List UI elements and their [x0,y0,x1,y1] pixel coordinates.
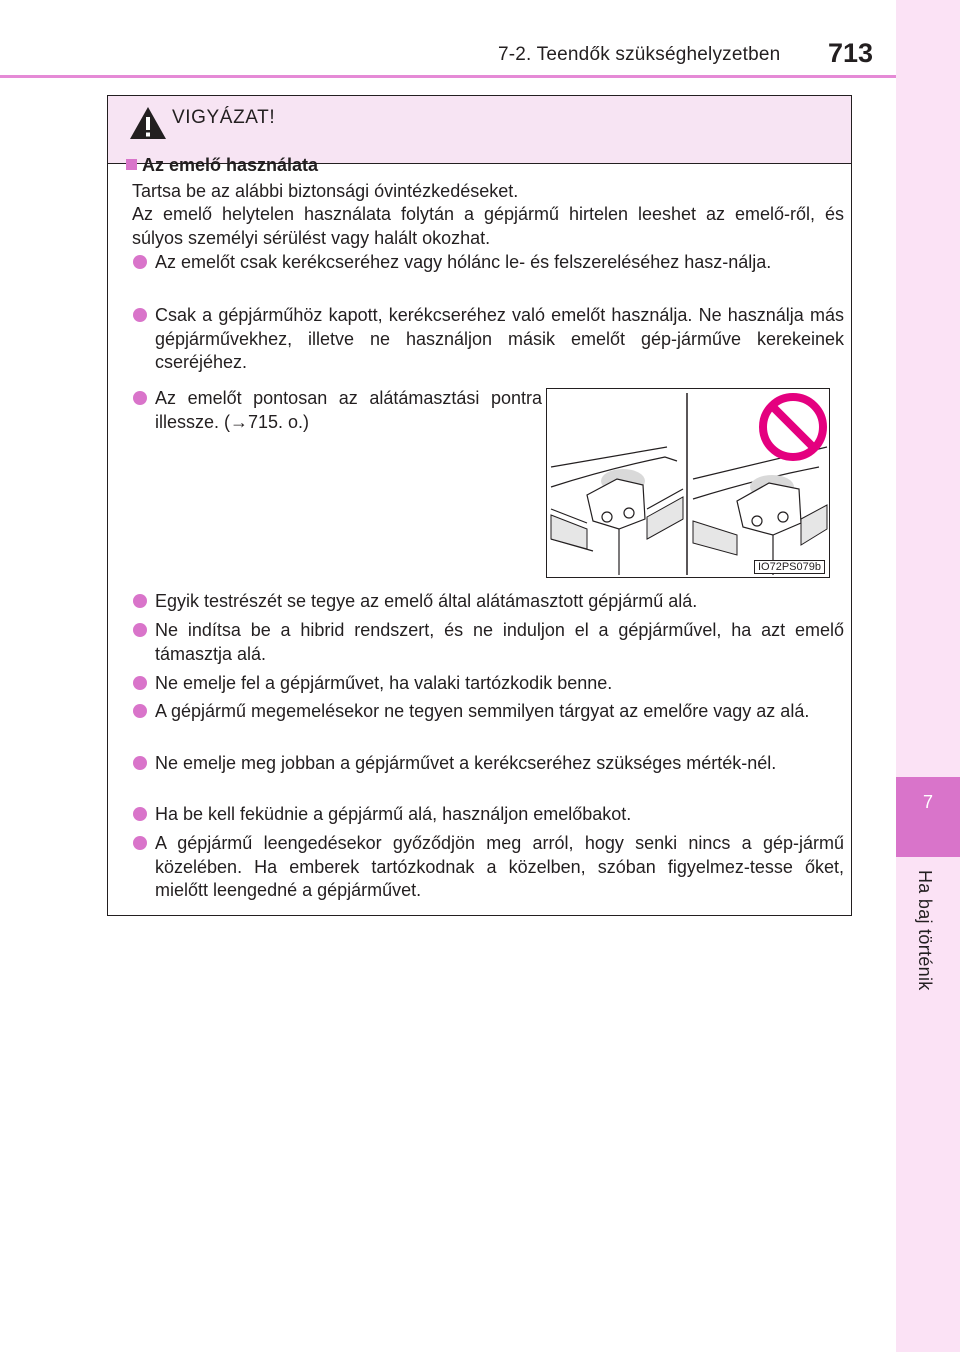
jack-illustration [547,389,831,579]
bullet-dot-icon [133,255,147,269]
list-item: A gépjármű leengedésekor győződjön meg arról, hogy senki nincs a gép-jármű közelében. Ha emberek tartózkodnak a közelben, szóban figyelmez-tesse őket, mielőtt leengedné a gépjárművet. [132,832,844,903]
bullet-dot-icon [133,676,147,690]
jack-placement-figure [546,388,830,578]
caution-subheading [126,155,318,176]
bullet-dot-icon [133,807,147,821]
list-item: Ne emelje meg jobban a gépjárművet a kerékcseréhez szükséges mérték-nél. [132,752,844,776]
intro-text-1: Tartsa be az alábbi biztonsági óvintézkedéseket. [132,181,519,201]
page-number: 713 [828,38,874,68]
bullet-dot-icon [133,391,147,405]
bullet-dot-icon [133,836,147,850]
list-item: A gépjármű megemelésekor ne tegyen semmilyen tárgyat az emelőre vagy az alá. [132,700,844,724]
bullet-dot-icon [133,756,147,770]
warning-triangle-icon [128,104,168,142]
list-item: Egyik testrészét se tegye az emelő által alátámasztott gépjármű alá. [132,590,844,614]
bullet-dot-icon [133,308,147,322]
section-title: 7-2. Teendők szükséghelyzetben [498,44,781,65]
caution-header [108,96,851,164]
subheading-text: Az emelő használata [142,155,319,175]
chapter-side-tab [896,0,960,1352]
chapter-tab-marker [896,777,960,857]
bullet-dot-icon [133,594,147,608]
chapter-title: Ha baj történik [915,870,935,991]
list-item: Ne emelje fel a gépjárművet, ha valaki tartózkodik benne. [132,672,844,696]
list-item: Csak a gépjárműhöz kapott, kerékcseréhez való emelőt használja. Ne használja más gépjárművekhez, illetve ne használjon másik emelőt gép-járműve kerekeinek cseréjéhez. [132,304,844,375]
list-item: Ne indítsa be a hibrid rendszert, és ne induljon el a gépjárművel, ha azt emelő támasztja alá. [132,619,844,666]
caution-box [107,95,852,916]
bullet-dot-icon [133,623,147,637]
bullet-dot-icon [133,704,147,718]
list-item: Az emelőt pontosan az alátámasztási pontra illessze. (→715. o.) [132,387,542,434]
list-item: Az emelőt csak kerékcseréhez vagy hólánc le- és felszereléséhez hasz-nálja. [132,251,844,275]
square-bullet-icon [126,159,137,170]
figure-caption: IO72PS079b [754,560,825,574]
header-divider [0,75,896,78]
caution-label: VIGYÁZAT! [172,107,276,128]
list-item: Ha be kell feküdnie a gépjármű alá, használjon emelőbakot. [132,803,844,827]
chapter-number: 7 [922,792,933,812]
intro-text-2: Az emelő helytelen használata folytán a gépjármű hirtelen leeshet az emelő-ről, és súlyos személyi sérülést vagy halált okozhat. [132,204,844,248]
